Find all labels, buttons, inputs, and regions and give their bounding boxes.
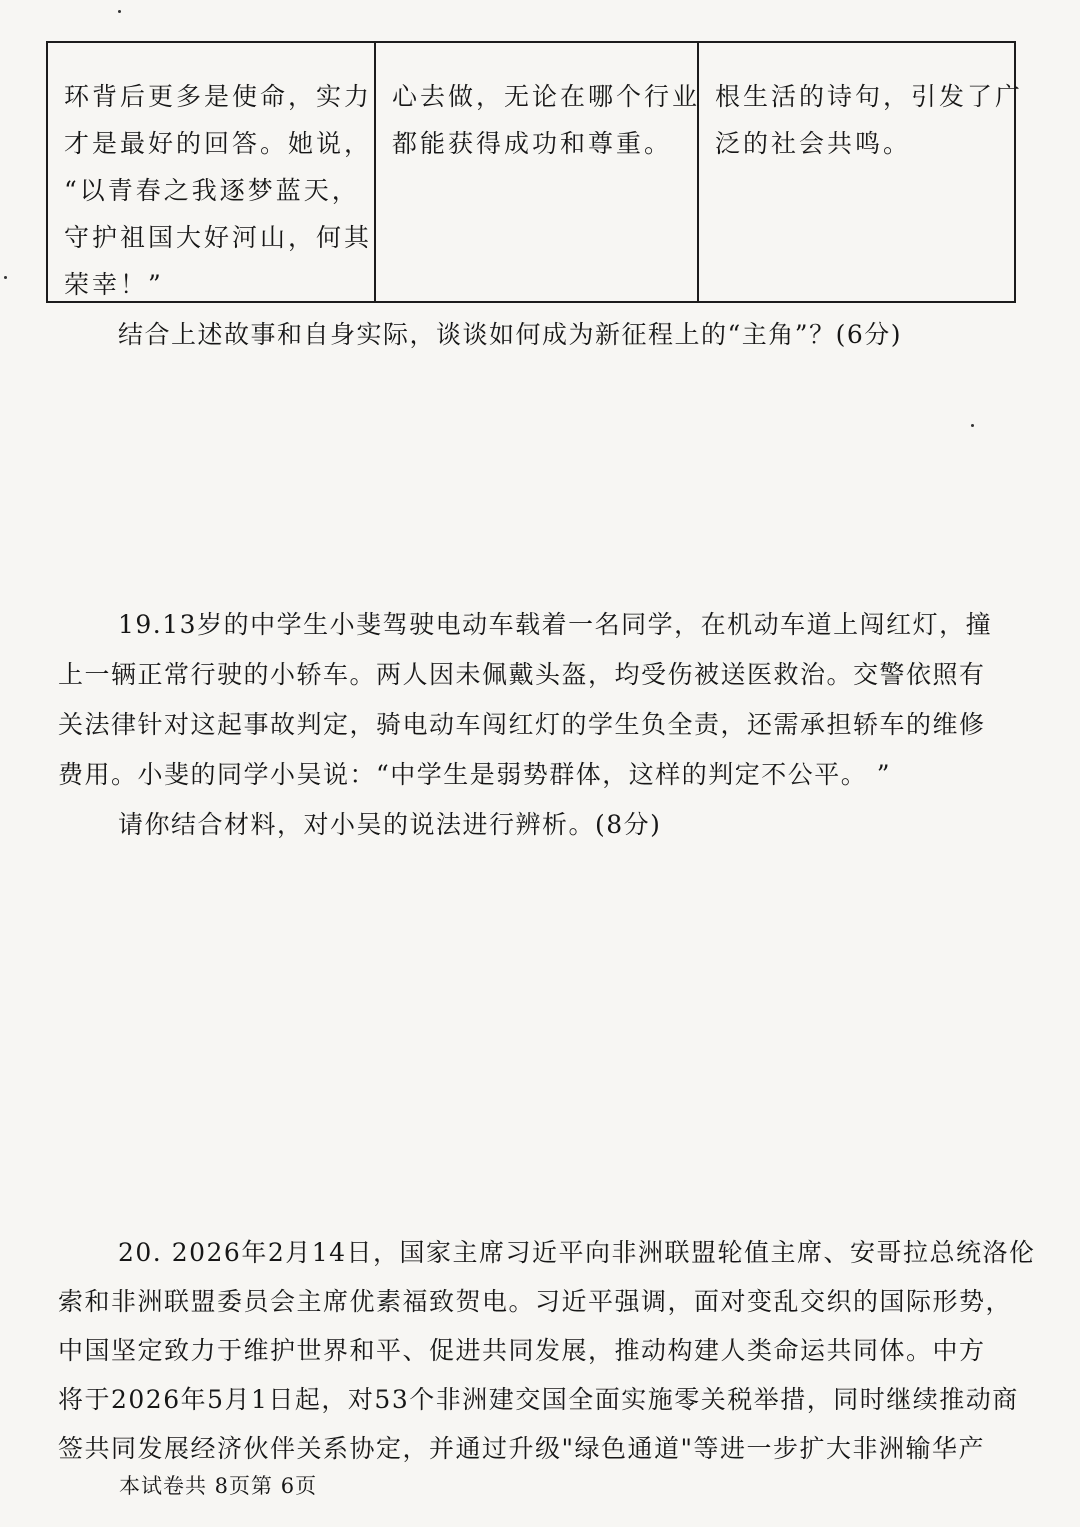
story-cell-2 xyxy=(374,43,701,301)
story-table xyxy=(46,41,1024,303)
cell-text-line: 根生活的诗句，引发了广 xyxy=(715,82,1024,111)
question-20-line: 中国坚定致力于维护世界和平、促进共同发展，推动构建人类命运共同体。中方 xyxy=(58,1336,986,1365)
cell-text-line: 都能获得成功和尊重。 xyxy=(392,129,673,158)
cell-text-line: 守护祖国大好河山，何其 xyxy=(64,223,373,252)
question-20-line: 将于2026年5月1日起，对53个非洲建交国全面实施零关税举措，同时继续推动商 xyxy=(58,1385,1019,1414)
question-20-line: 索和非洲联盟委员会主席优素福致贺电。习近平强调，面对变乱交织的国际形势， xyxy=(58,1287,1013,1316)
scan-speck xyxy=(118,10,121,13)
question-19-prompt: 请你结合材料，对小吴的说法进行辨析。(8分) xyxy=(118,810,662,839)
question-19-line: 19.13岁的中学生小斐驾驶电动车载着一名同学，在机动车道上闯红灯，撞 xyxy=(118,610,993,639)
cell-text-line: 荣幸！” xyxy=(64,270,164,299)
question-19-line: 费用。小斐的同学小吴说：“中学生是弱势群体，这样的判定不公平。 ” xyxy=(58,760,892,789)
page-footer: 本试卷共 8页第 6页 xyxy=(119,1474,318,1498)
question-20-line: 签共同发展经济伙伴关系协定，并通过升级"绿色通道"等进一步扩大非洲输华产 xyxy=(58,1434,986,1463)
cell-text-line: 才是最好的回答。她说， xyxy=(64,129,373,158)
question-19-line: 上一辆正常行驶的小轿车。两人因未佩戴头盔，均受伤被送医救治。交警依照有 xyxy=(58,660,986,689)
scan-speck xyxy=(4,276,7,279)
cell-text-line: 环背后更多是使命，实力 xyxy=(64,82,373,111)
scan-speck xyxy=(971,424,974,427)
question-20-line: 20. 2026年2月14日，国家主席习近平向非洲联盟轮值主席、安哥拉总统洛伦 xyxy=(118,1238,1036,1267)
cell-text-line: “以青春之我逐梦蓝天， xyxy=(64,176,360,205)
story-cell-1 xyxy=(48,43,374,301)
question-20 xyxy=(58,1228,1036,1473)
cell-text-line: 泛的社会共鸣。 xyxy=(715,129,912,158)
story-cell-3 xyxy=(697,43,1024,301)
question-19 xyxy=(58,600,1008,850)
question-19-line: 关法律针对这起事故判定，骑电动车闯红灯的学生负全责，还需承担轿车的维修 xyxy=(58,710,986,739)
question-18-prompt: 结合上述故事和自身实际，谈谈如何成为新征程上的“主角”？(6分) xyxy=(118,320,902,349)
cell-text-line: 心去做，无论在哪个行业 xyxy=(392,82,701,111)
